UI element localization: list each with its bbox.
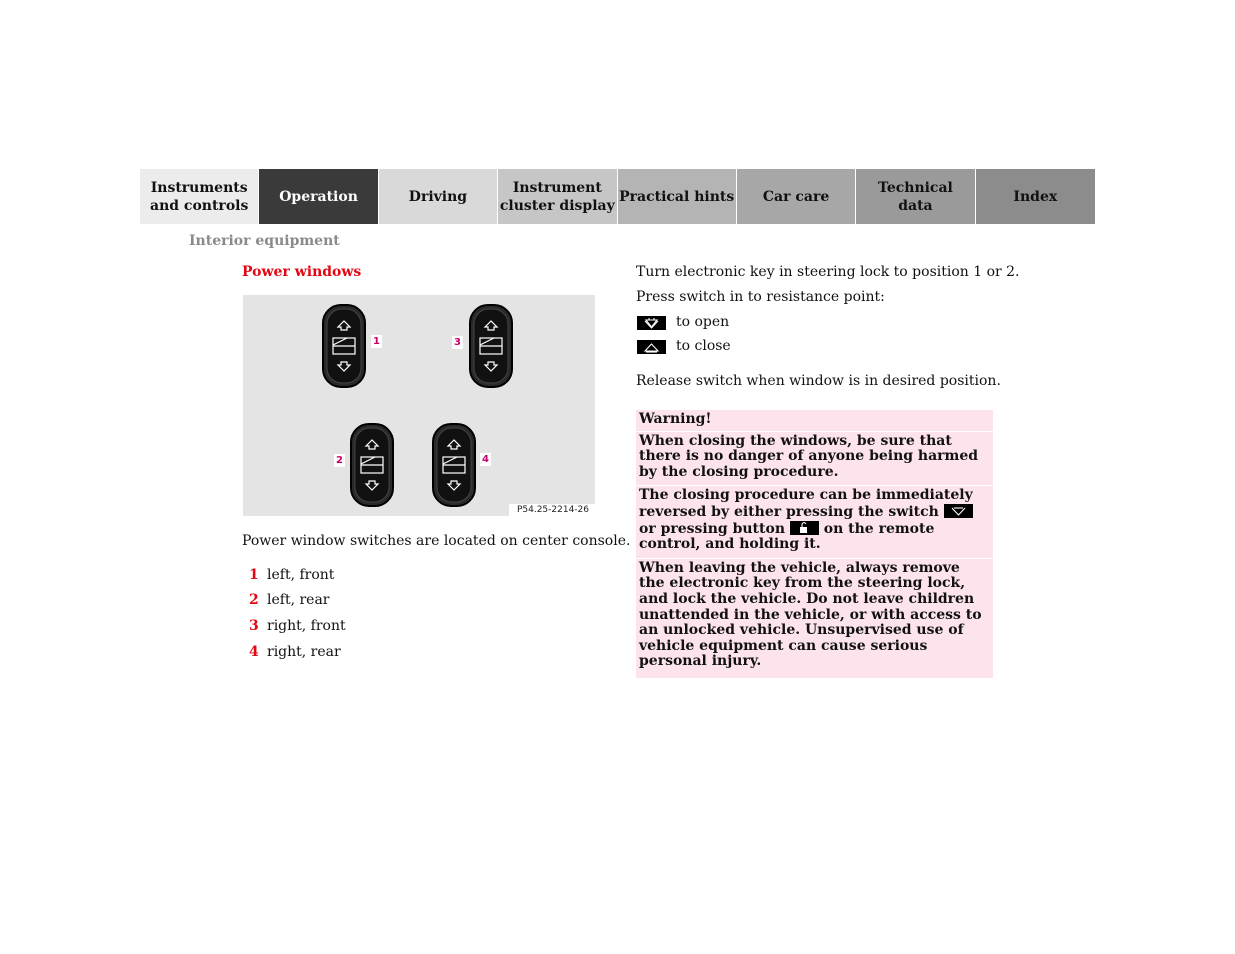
warning-paragraph-1: When closing the windows, be sure that there is no danger of anyone being harmed by the closing procedure. [636, 432, 993, 487]
item-number: 2 [249, 592, 259, 608]
window-switch-right-front [470, 305, 512, 387]
item-number: 1 [249, 567, 259, 583]
tab-practical-hints[interactable] [618, 169, 737, 224]
tab-label: Instruments and controls [150, 179, 249, 214]
item-text: left, rear [267, 592, 330, 608]
item-text: left, front [267, 567, 335, 583]
warning-box [636, 410, 993, 678]
item-text: right, rear [267, 644, 341, 660]
breadcrumb: Interior equipment [189, 233, 340, 249]
tab-instruments-and-controls[interactable] [140, 169, 259, 224]
warning-paragraph-3: When leaving the vehicle, always remove the electronic key from the steering lock, and lock the vehicle. Do not leave children unattended in the vehicle, or with access to an unlocked vehicle. Unsupervised use of vehicle equipment can cause serious personal injury. [639, 559, 982, 670]
section-title: Power windows [242, 264, 362, 280]
switches-illustration [243, 295, 595, 516]
chapter-tabs [140, 169, 1095, 224]
callout-1: 1 [371, 335, 382, 348]
tab-car-care[interactable] [737, 169, 856, 224]
close-label: to close [676, 338, 731, 354]
instruction-key-position: Turn electronic key in steering lock to position 1 or 2. [636, 264, 1020, 280]
tab-label: Practical hints [619, 188, 735, 205]
callout-2: 2 [334, 454, 345, 467]
item-number: 4 [249, 644, 259, 660]
tab-label: Operation [279, 188, 358, 205]
warning-paragraph-2 [636, 486, 993, 558]
arrow-up-icon [637, 340, 666, 354]
open-label: to open [676, 314, 730, 330]
warning-text: or pressing button [639, 520, 786, 537]
arrow-down-icon [944, 504, 973, 518]
item-text: right, front [267, 618, 346, 634]
tab-instrument-cluster-display[interactable] [498, 169, 617, 224]
unlock-icon [790, 521, 819, 535]
intro-text: Power window switches are located on center console. [242, 533, 631, 549]
tab-driving[interactable] [379, 169, 498, 224]
tab-operation[interactable] [259, 169, 378, 224]
instruction-press-switch: Press switch in to resistance point: [636, 289, 885, 305]
tab-technical-data[interactable] [856, 169, 975, 224]
list-item [249, 644, 341, 660]
callout-3: 3 [452, 336, 463, 349]
tab-label: Instrument cluster display [499, 179, 615, 214]
tab-label: Technical data [878, 179, 953, 214]
instruction-release: Release switch when window is in desired position. [636, 373, 1001, 389]
warning-heading: Warning! [636, 410, 993, 432]
list-item [249, 567, 334, 583]
figure-code: P54.25-2214-26 [509, 504, 595, 516]
window-switch-left-front [323, 305, 365, 387]
tab-label: Index [1013, 188, 1058, 205]
item-number: 3 [249, 618, 259, 634]
warning-text: The closing procedure can be immediately reversed by either pressing the switch [639, 487, 973, 520]
power-window-switches-figure [243, 295, 595, 516]
list-item [249, 592, 330, 608]
callout-4: 4 [480, 453, 491, 466]
tab-label: Car care [762, 188, 830, 205]
tab-label: Driving [408, 188, 468, 205]
warning-text: on the remote control, and holding it. [639, 520, 935, 553]
window-switch-left-rear [351, 424, 393, 506]
list-item [249, 618, 346, 634]
window-switch-right-rear [433, 424, 475, 506]
arrow-down-icon [637, 316, 666, 330]
tab-index[interactable] [976, 169, 1095, 224]
